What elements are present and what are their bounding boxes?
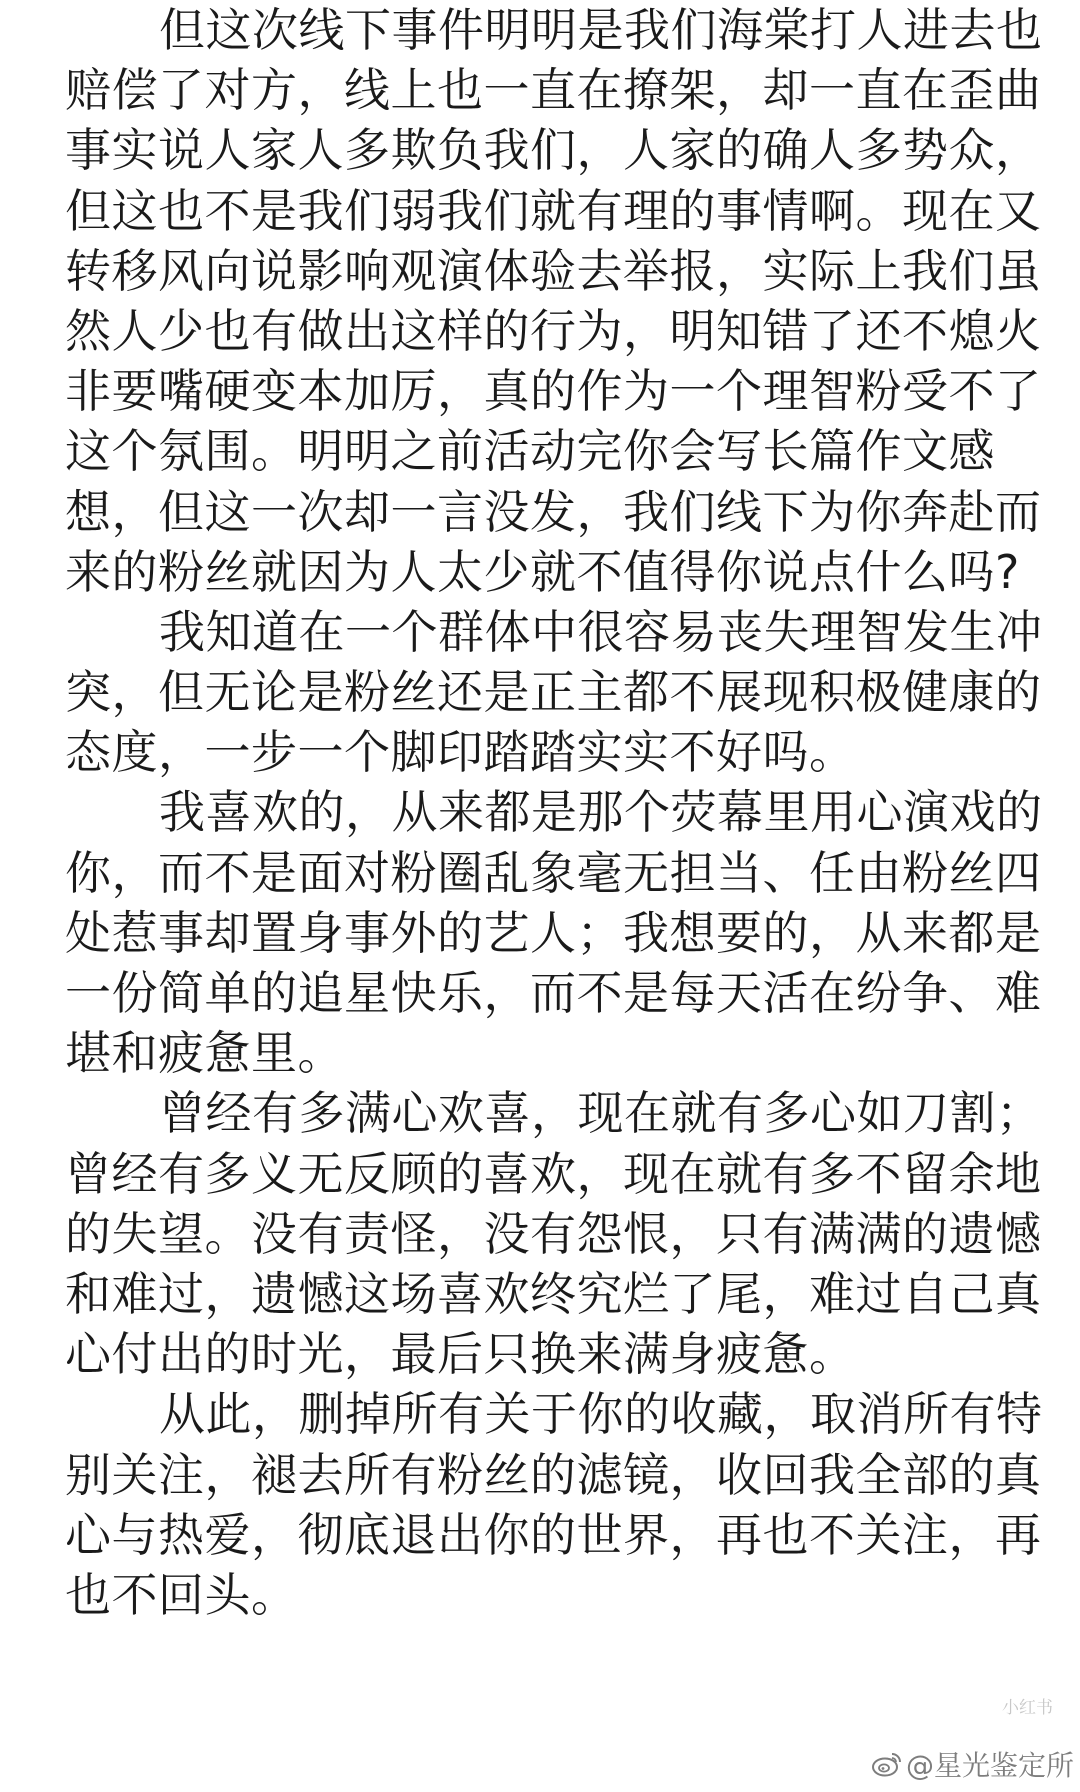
text-line: 的失望。没有责怪，没有怨恨，只有满满的遗憾 bbox=[65, 1206, 1042, 1261]
text-line: 和难过，遗憾这场喜欢终究烂了尾，难过自己真 bbox=[65, 1266, 1042, 1321]
text-line: 曾经有多义无反顾的喜欢，现在就有多不留余地 bbox=[65, 1146, 1042, 1201]
text-line: 想，但这一次却一言没发，我们线下为你奔赴而 bbox=[65, 484, 1042, 539]
faint-watermark: 小红书 bbox=[1002, 1698, 1053, 1718]
text-line: 一份简单的追星快乐，而不是每天活在纷争、难 bbox=[65, 966, 1042, 1020]
text-line: 我知道在一个群体中很容易丧失理智发生冲 bbox=[159, 604, 1043, 659]
text-line: 转移风向说影响观演体验去举报，实际上我们虽 bbox=[65, 243, 1042, 298]
text-line: 别关注，褪去所有粉丝的滤镜，收回我全部的真 bbox=[65, 1447, 1042, 1502]
text-line: 然人少也有做出这样的行为，明知错了还不熄火 bbox=[65, 303, 1042, 358]
text-line: 赔偿了对方，线上也一直在撩架，却一直在歪曲 bbox=[65, 63, 1042, 118]
watermark-text: @星光鉴定所 bbox=[905, 1749, 1074, 1782]
text-line: 也不回头。 bbox=[65, 1567, 298, 1622]
source-watermark bbox=[872, 1744, 1074, 1784]
text-line: 堪和疲惫里。 bbox=[65, 1026, 344, 1081]
text-line: 从此，删掉所有关于你的收藏，取消所有特 bbox=[159, 1387, 1043, 1442]
text-line: 突，但无论是粉丝还是正主都不展现积极健康的 bbox=[65, 665, 1042, 720]
weibo-icon bbox=[872, 1751, 902, 1777]
article-text bbox=[65, 0, 1043, 1625]
text-line: 心付出的时光，最后只换来满身疲惫。 bbox=[65, 1327, 856, 1382]
text-line: 我喜欢的，从来都是那个荧幕里用心演戏的 bbox=[159, 785, 1043, 840]
text-line: 态度，一步一个脚印踏踏实实不好吗。 bbox=[65, 725, 856, 780]
text-line: 你，而不是面对粉圈乱象毫无担当、任由粉丝四 bbox=[65, 845, 1042, 900]
text-line: 非要嘴硬变本加厉，真的作为一个理智粉受不了 bbox=[65, 364, 1042, 419]
text-line: 曾经有多满心欢喜，现在就有多心如刀割； bbox=[159, 1086, 1043, 1141]
text-line: 但这次线下事件明明是我们海棠打人进去也 bbox=[159, 3, 1043, 57]
text-line: 处惹事却置身事外的艺人；我想要的，从来都是 bbox=[65, 905, 1042, 960]
text-line: 但这也不是我们弱我们就有理的事情啊。现在又 bbox=[65, 183, 1042, 238]
text-line: 事实说人家人多欺负我们，人家的确人多势众， bbox=[65, 123, 1042, 178]
text-line: 来的粉丝就因为人太少就不值得你说点什么吗? bbox=[65, 544, 1020, 599]
text-line: 心与热爱，彻底退出你的世界，再也不关注，再 bbox=[65, 1507, 1042, 1562]
text-line: 这个氛围。明明之前活动完你会写长篇作文感 bbox=[65, 424, 995, 479]
